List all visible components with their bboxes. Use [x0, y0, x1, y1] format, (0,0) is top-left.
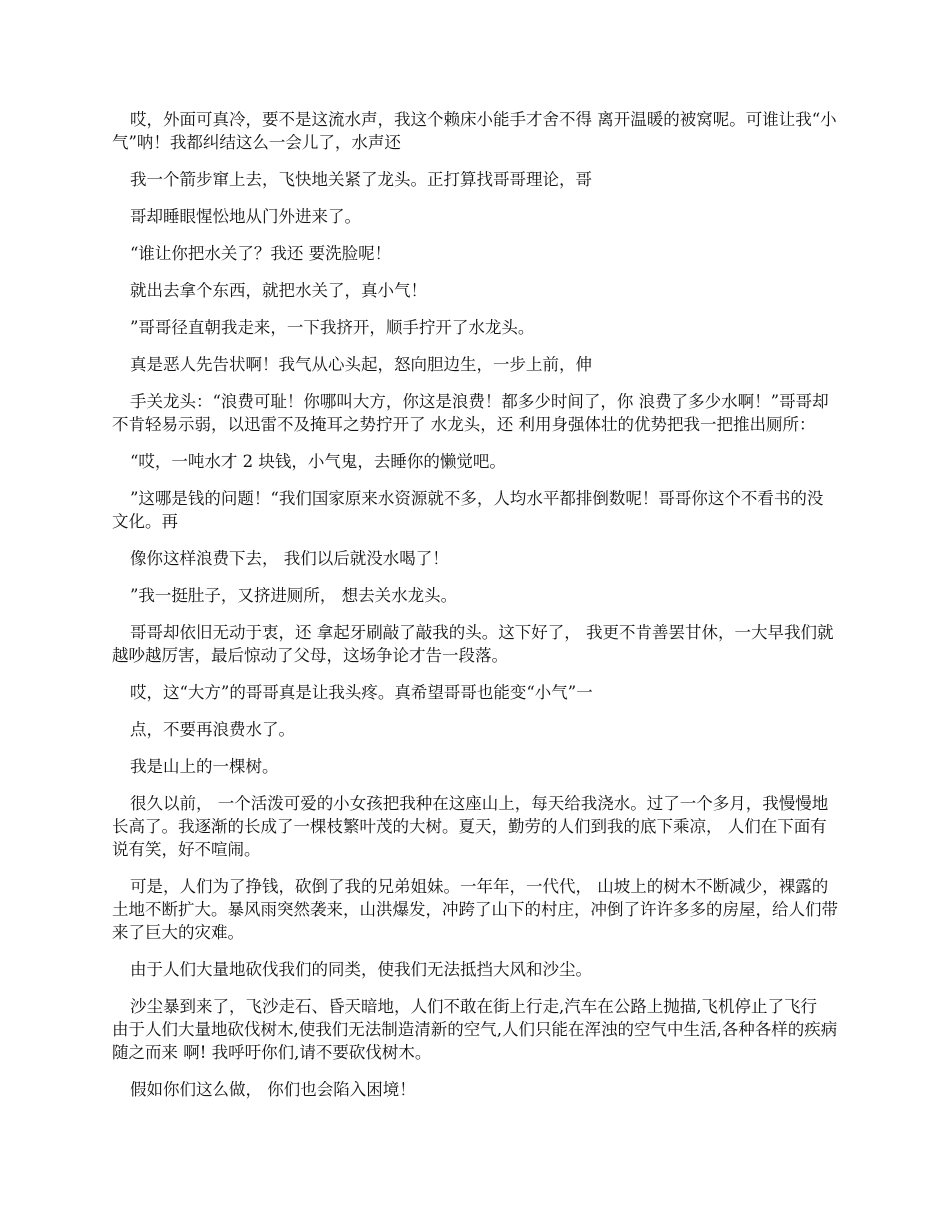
paragraph-6: ”哥哥径直朝我走来，一下我挤开，顺手拧开了水龙头。	[130, 318, 535, 337]
paragraph-2: 我一个箭步窜上去，飞快地关紧了龙头。正打算找哥哥理论，哥	[130, 170, 592, 189]
paragraph-12: ”我一挺肚子，又挤进厕所， 想去关水龙头。	[130, 586, 458, 605]
paragraph-9: “哎，一吨水才 2 块钱，小气鬼，去睡你的懒觉吧。	[130, 452, 506, 471]
paragraph-15: 点，不要再浪费水了。	[130, 720, 295, 739]
paragraph-17: 很久以前， 一个活泼可爱的小女孩把我种在这座山上，每天给我浇水。过了一个多月，我慢慢地长高了。我逐渐的长成了一棵枝繁叶茂的大树。夏天，勤劳的人们到我的底下乘凉， 人们在下面有说有笑，好不喧闹。	[112, 794, 829, 859]
paragraph-21: 假如你们这么做， 你们也会陷入困境！	[130, 1080, 416, 1099]
paragraph-13: 哥哥却依旧无动于衷，还 拿起牙刷敲了敲我的头。这下好了， 我更不肯善罢甘休，一大早我们就越吵越厉害，最后惊动了父母，这场争论才告一段落。	[112, 623, 834, 665]
paragraph-4: “谁让你把水关了？我还 要洗脸呢！	[130, 244, 392, 263]
paragraph-19: 由于人们大量地砍伐我们的同类，使我们无法抵挡大风和沙尘。	[130, 960, 592, 979]
paragraph-10: ”这哪是钱的问题！“我们国家原来水资源就不多，人均水平都排倒数呢！哥哥你这个不看书的没文化。再	[112, 489, 824, 531]
paragraph-5: 就出去拿个东西，就把水关了，真小气！	[130, 281, 427, 300]
paragraph-1: 哎，外面可真冷，要不是这流水声，我这个赖床小能手才舍不得 离开温暖的被窝呢。可谁让我“小气”呐！我都纠结这么一会儿了，水声还	[112, 110, 837, 152]
paragraph-18: 可是，人们为了挣钱，砍倒了我的兄弟姐妹。一年年，一代代， 山坡上的树木不断减少，裸露的土地不断扩大。暴风雨突然袭来，山洪爆发，冲跨了山下的村庄，冲倒了许许多多的房屋，给人们带来了巨大的灾难。	[112, 877, 838, 942]
paragraph-3: 哥却睡眼惺忪地从门外进来了。	[130, 207, 361, 226]
document-body	[112, 108, 838, 1115]
paragraph-14: 哎，这“大方”的哥哥真是让我头疼。真希望哥哥也能变“小气”一	[130, 683, 593, 702]
paragraph-11: 像你这样浪费下去， 我们以后就没水喝了！	[130, 549, 449, 568]
paragraph-20: 沙尘暴到来了，飞沙走石、昏天暗地，人们不敢在街上行走,汽车在公路上抛描,飞机停止了飞行 由于人们大量地砍伐树木,使我们无法制造清新的空气,人们只能在浑浊的空气中生活,各种各样的疾病随之而来 啊! 我呼吁你们,请不要砍伐树木。	[112, 997, 838, 1062]
paragraph-8: 手关龙头：“浪费可耻！你哪叫大方，你这是浪费！都多少时间了，你 浪费了多少水啊！”哥哥却不肯轻易示弱，以迅雷不及掩耳之势拧开了 水龙头，还 利用身强体壮的优势把我一把推出厕所：	[112, 392, 829, 434]
paragraph-16: 我是山上的一棵树。	[130, 757, 279, 776]
paragraph-7: 真是恶人先告状啊！我气从心头起，怒向胆边生，一步上前，伸	[130, 355, 592, 374]
